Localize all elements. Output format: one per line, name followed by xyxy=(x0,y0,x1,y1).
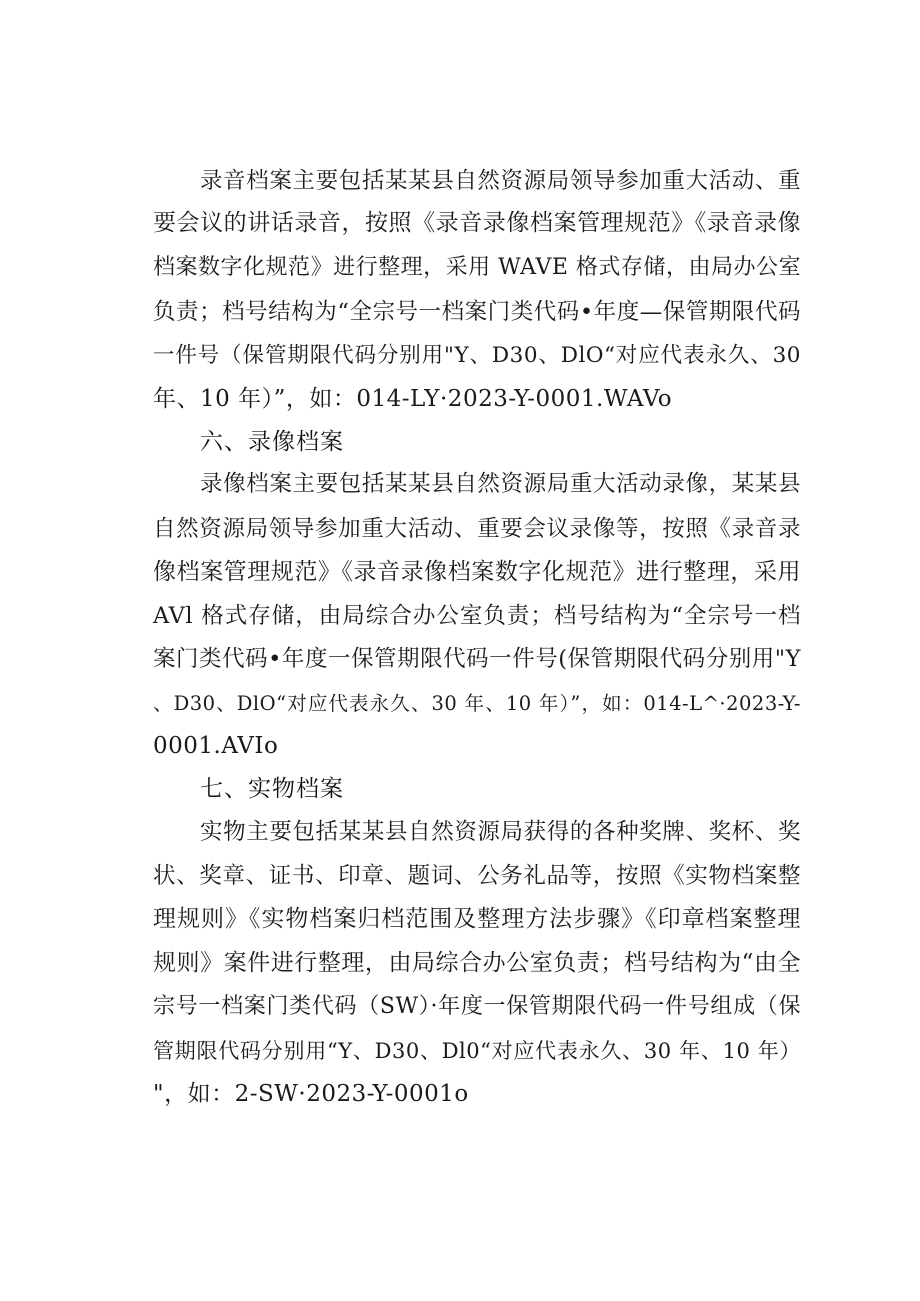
video-paragraph-line: 录像档案主要包括某某县自然资源局重大活动录像，某某县 xyxy=(200,471,801,497)
video-paragraph-line: 案门类代码•年度一保管期限代码一件号(保管期限代码分别用"Y xyxy=(153,646,801,672)
audio-paragraph-line: 录音档案主要包括某某县自然资源局领导参加重大活动、重 xyxy=(200,168,801,194)
physical-paragraph-line: 宗号一档案门类代码（SW）·年度一保管期限代码一件号组成（保 xyxy=(153,994,801,1019)
physical-paragraph-line: 管期限代码分别用“Y、D30、Dl0“对应代表永久、30 年、10 年） xyxy=(153,1039,801,1063)
audio-paragraph-line: 负责；档号结构为“全宗号一档案门类代码•年度—保管期限代码 xyxy=(153,299,801,325)
physical-paragraph-line: 状、奖章、证书、印章、题词、公务礼品等，按照《实物档案整 xyxy=(153,863,801,889)
section-heading-video: 六、录像档案 xyxy=(200,429,344,455)
physical-paragraph-line: 理规则》《实物档案归档范围及整理方法步骤》《印章档案整理 xyxy=(153,906,801,932)
video-paragraph-line: 像档案管理规范》《录音录像档案数字化规范》进行整理，采用 xyxy=(153,559,801,585)
video-paragraph-line: 、D30、DlO“对应代表永久、30 年、10 年）”，如：014-L^·2023-Y- xyxy=(153,692,801,715)
video-paragraph-line: 自然资源局领导参加重大活动、重要会议录像等，按照《录音录 xyxy=(153,516,801,542)
physical-paragraph-line: 实物主要包括某某县自然资源局获得的各种奖牌、奖杯、奖 xyxy=(200,819,801,845)
audio-paragraph-line: 要会议的讲话录音，按照《录音录像档案管理规范》《录音录像 xyxy=(153,210,801,236)
physical-paragraph-line: 规则》案件进行整理，由局综合办公室负责；档号结构为“由全 xyxy=(153,950,801,976)
section-heading-physical: 七、实物档案 xyxy=(200,776,344,802)
physical-paragraph-line: "，如：2-SW·2023-Y-0001o xyxy=(153,1081,469,1107)
audio-paragraph-line: 一件号（保管期限代码分别用"Y、D30、DlO“对应代表永久、30 xyxy=(153,343,801,368)
audio-paragraph-line: 档案数字化规范》进行整理，采用 WAVE 格式存储，由局办公室 xyxy=(153,255,801,280)
video-paragraph-line: 0001.AVIo xyxy=(153,733,279,759)
video-paragraph-line: AVl 格式存储，由局综合办公室负责；档号结构为“全宗号一档 xyxy=(153,603,801,629)
audio-paragraph-line: 年、10 年）”，如：014-LY·2023-Y-0001.WAVo xyxy=(153,386,673,412)
